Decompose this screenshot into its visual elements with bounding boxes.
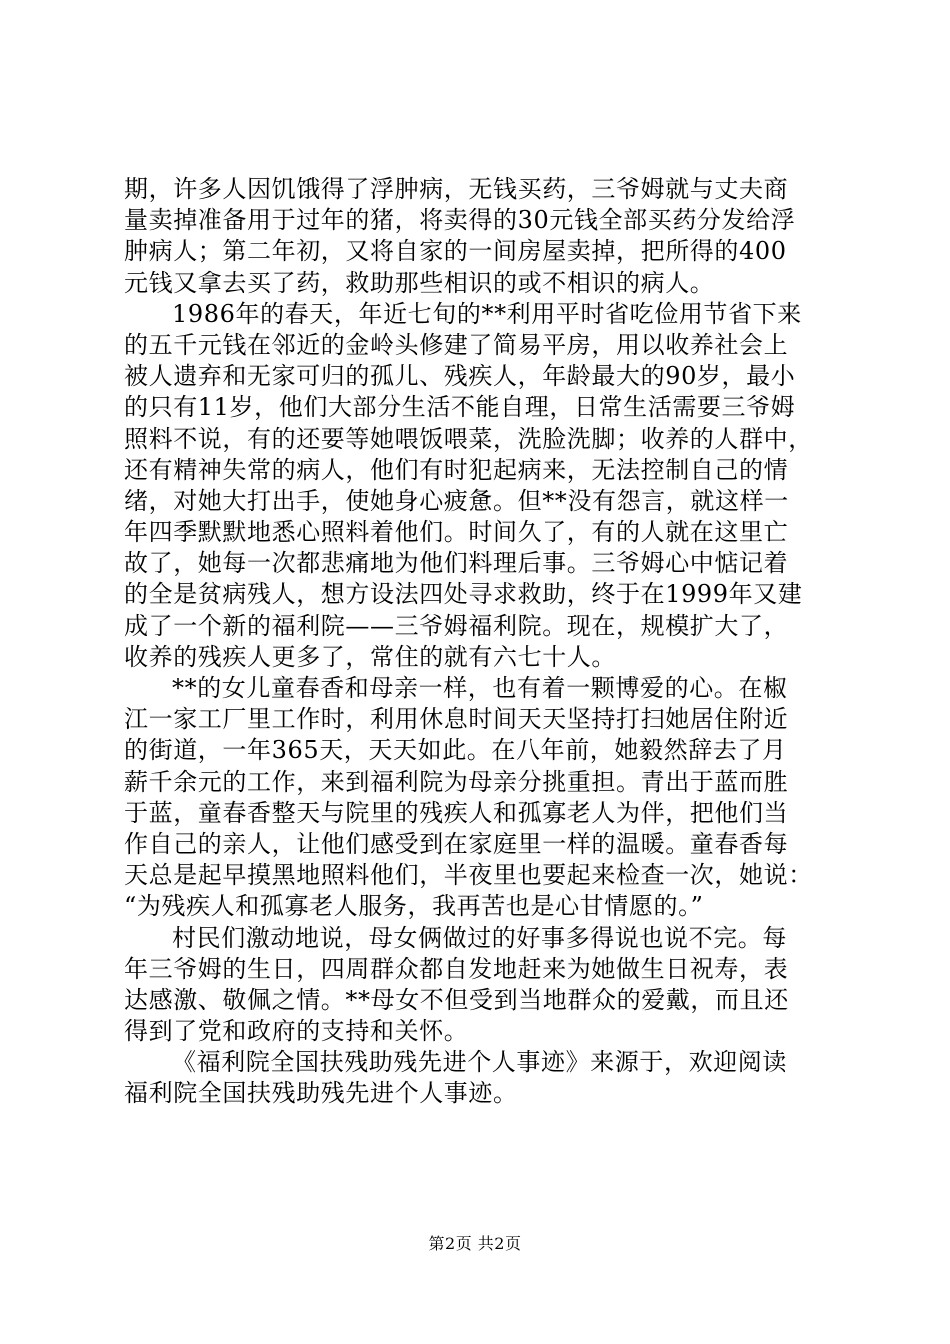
text-line: 《福利院全国扶残助残先进个人事迹》来源于，欢迎阅读 <box>172 1048 787 1077</box>
text-line: 年三爷姆的生日，四周群众都自发地赶来为她做生日祝寿，表 <box>124 954 789 983</box>
paragraph-3 <box>124 673 834 923</box>
text-line: 天总是起早摸黑地照料他们，半夜里也要起来检查一次，她说： <box>124 861 813 890</box>
paragraph-4 <box>124 923 834 1048</box>
text-line: 故了，她每一次都悲痛地为他们料理后事。三爷姆心中惦记着 <box>124 549 789 578</box>
text-line: 被人遗弃和无家可归的孤儿、残疾人，年龄最大的90岁，最小 <box>124 362 796 391</box>
paragraph-5 <box>124 1047 834 1109</box>
text-line: **的女儿童春香和母亲一样，也有着一颗博爱的心。在椒 <box>172 674 788 702</box>
text-line: 的全是贫病残人，想方设法四处寻求救助，终于在1999年又建 <box>124 580 803 609</box>
text-line: 村民们激动地说，母女俩做过的好事多得说也说不完。每 <box>172 923 787 952</box>
text-line: 绪，对她大打出手，使她身心疲惫。但**没有怨言，就这样一 <box>124 486 789 515</box>
text-line: 1986年的春天，年近七旬的**利用平时省吃俭用节省下来 <box>172 299 802 328</box>
text-line: 江一家工厂里工作时，利用休息时间天天坚持打扫她居住附近 <box>124 705 789 734</box>
text-line: 得到了党和政府的支持和关怀。 <box>124 1017 469 1046</box>
text-line: 达感激、敬佩之情。**母女不但受到当地群众的爱戴，而且还 <box>124 985 789 1014</box>
text-line: 照料不说，有的还要等她喂饭喂菜，洗脸洗脚；收养的人群中， <box>124 424 813 453</box>
text-line: 作自己的亲人，让他们感受到在家庭里一样的温暖。童春香每 <box>124 829 789 858</box>
text-line: 的街道，一年365天，天天如此。在八年前，她毅然辞去了月 <box>124 736 787 765</box>
text-line: 的五千元钱在邻近的金岭头修建了简易平房，用以收养社会上 <box>124 330 789 359</box>
text-line: 收养的残疾人更多了，常住的就有六七十人。 <box>124 642 616 671</box>
text-line: 的只有11岁，他们大部分生活不能自理，日常生活需要三爷姆 <box>124 393 796 422</box>
paragraph-1 <box>124 174 834 299</box>
text-line: 量卖掉准备用于过年的猪，将卖得的30元钱全部买药分发给浮 <box>124 206 796 235</box>
text-line: 肿病人；第二年初，又将自家的一间房屋卖掉，把所得的400 <box>124 237 787 266</box>
page-number: 第2页 共2页 <box>428 1234 522 1253</box>
text-line: 成了一个新的福利院——三爷姆福利院。现在，规模扩大了， <box>124 611 789 640</box>
text-line: 薪千余元的工作，来到福利院为母亲分挑重担。青出于蓝而胜 <box>124 767 789 796</box>
text-line: 于蓝，童春香整天与院里的残疾人和孤寡老人为伴，把他们当 <box>124 798 789 827</box>
text-line: 元钱又拿去买了药，救助那些相识的或不相识的病人。 <box>124 268 715 297</box>
text-line: “为残疾人和孤寡老人服务，我再苦也是心甘情愿的。” <box>124 892 704 921</box>
text-line: 还有精神失常的病人，他们有时犯起病来，无法控制自己的情 <box>124 455 789 484</box>
text-line: 期，许多人因饥饿得了浮肿病，无钱买药，三爷姆就与丈夫商 <box>124 175 789 203</box>
paragraph-2 <box>124 299 834 673</box>
text-line: 福利院全国扶残助残先进个人事迹。 <box>124 1079 518 1108</box>
text-line: 年四季默默地悉心照料着他们。时间久了，有的人就在这里亡 <box>124 518 789 547</box>
document-body <box>124 174 834 1110</box>
